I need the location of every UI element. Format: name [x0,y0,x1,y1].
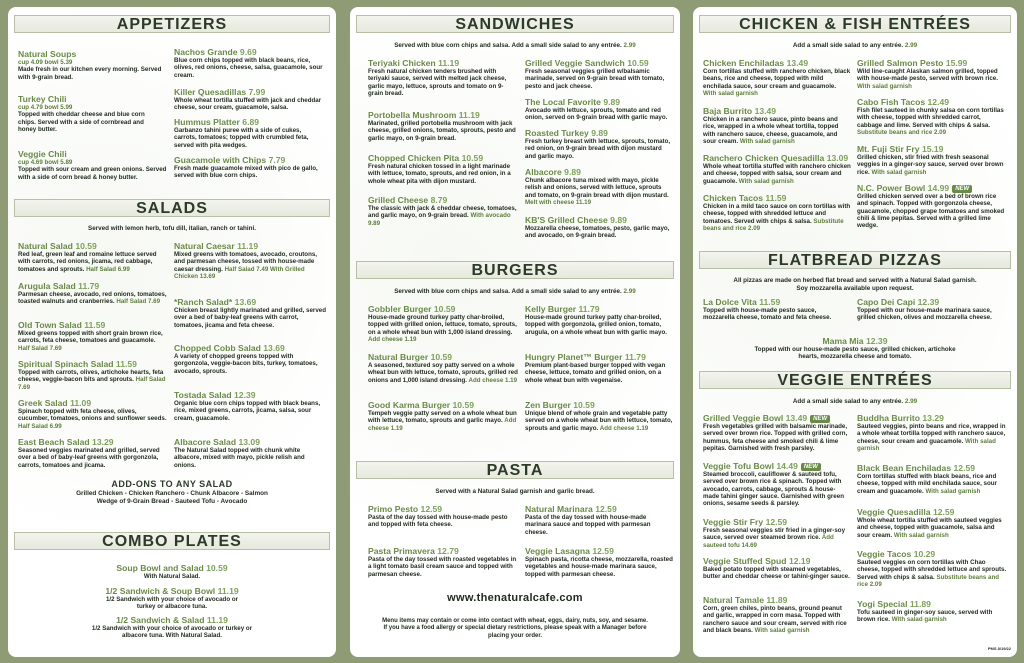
menu-item [525,215,673,240]
item-price: 15.19 [921,144,944,154]
item-price: 11.19 [458,110,480,120]
menu-item [368,58,518,97]
menu-item [368,195,518,227]
item-price: 10.59 [75,241,97,251]
item-name: Mama Mia [822,336,864,346]
menu-item [703,153,851,185]
item-name: East Beach Salad [18,437,90,447]
item-extra: Add cheese 1.19 [368,417,517,432]
item-price: 11.79 [624,352,646,362]
website-link[interactable]: www.thenaturalcafe.com [447,592,583,604]
item-price: 10.59 [461,153,484,163]
item-desc: Pasta of the day tossed with house-made pesto and topped with feta cheese. [368,514,508,529]
item-name: Portobella Mushroom [368,110,457,120]
menu-item [857,144,1007,176]
pizzas-heading: FLATBREAD PIZZAS [699,251,1011,269]
item-name: Black Bean Enchiladas [857,463,952,473]
veggie-note: Add a small side salad to any entrée. 2.99 [792,398,918,405]
item-price: 10.59 [206,563,228,573]
item-name: Veggie Lasagna [525,546,590,556]
menu-item [368,153,518,185]
addons-heading: ADD-ONS TO ANY SALAD [111,479,233,489]
item-desc: Fresh natural chicken tenders brushed with teriyaki sauce, served with melted jack cheese, garlic mayo, lettuce, sprouts and tomato on 9-grain bread. [368,68,507,97]
menu-item [174,47,324,79]
menu-item [83,615,261,640]
menu-item [857,297,1007,322]
item-name: Spiritual Spinach Salad [18,359,114,369]
item-name: Buddha Burrito [857,413,921,423]
chicken-fish-note: Add a small side salad to any entrée. 2.99 [792,42,918,49]
item-name: 1/2 Sandwich & Soup Bowl [105,586,216,596]
item-price: 12.39 [234,390,256,400]
new-badge: NEW [952,185,972,193]
menu-item [703,556,851,581]
menu-item [525,352,673,384]
item-desc: A seasoned, textured soy patty served on a whole wheat bun with lettuce, tomato, sprouts, grilled red onions and 1,000 island dressing. [368,362,518,384]
item-price: 13.49 [786,58,809,68]
item-price: 11.19 [206,615,228,625]
menu-item [18,281,168,306]
item-price: 13.69 [263,343,285,353]
item-desc: Mixed greens topped with short grain brown rice, carrots, feta cheese, tomatoes and guacamole. [18,330,163,345]
addons-line: Grilled Chicken - Chicken Ranchero - Chunk Albacore - Salmon [76,490,268,497]
menu-item [525,400,673,432]
item-price: 14.49 [776,461,798,471]
item-name: Veggie Stuffed Spud [703,556,787,566]
menu-item [857,549,1007,588]
half-salad-price: Half Salad 7.69 [116,298,161,306]
item-desc: House-made ground turkey patty char-broiled, topped with grilled onion, lettuce, tomato, sprouts, on a whole wheat bun with 1,000 island dressing. [368,314,517,336]
item-desc: Whole wheat tortilla stuffed with ranchero chicken and cheese, topped with salsa, sour cream and guacamole. [703,163,851,185]
item-name: Natural Caesar [174,241,235,251]
item-desc: Unique blend of whole grain and vegetable patty served on a whole wheat bun with lettuce, tomato, sprouts and garlic mayo. [525,410,673,432]
item-extra: Substitute beans and rice 2.09 [703,217,844,232]
menu-item [525,167,673,206]
item-price: 13.29 [922,413,944,423]
item-name: Hummus Platter [174,117,240,127]
menu-item [98,586,246,611]
item-name: Arugula Salad [18,281,76,291]
item-desc: Sauteed veggies, pinto beans and rice, wrapped in a whole wheat tortilla topped with ranchero sauce, cheese, sour cream and guacamole. [857,423,1006,445]
item-extra: With salad garnish [925,487,981,495]
item-price: 11.19 [237,241,259,251]
pasta-heading: PASTA [356,461,674,479]
item-desc: Mozzarella cheese, tomatoes, pesto, garlic mayo, and avocado, on 9-grain bread. [525,225,670,240]
menu-item [368,352,518,384]
item-name: Old Town Salad [18,320,82,330]
item-sizes: cup 4.79 bowl 5.99 [18,104,73,111]
item-desc: Baked potato topped with steamed vegetables, butter and cheddar cheese or tahini-ginger sauce. [703,566,850,581]
menu-panel-middle [350,7,680,657]
item-price: 13.29 [92,437,114,447]
item-name: Grilled Cheese [368,195,429,205]
item-price: 13.69 [234,297,257,307]
item-name: Gobbler Burger [368,304,432,314]
item-name: Roasted Turkey [525,128,589,138]
item-desc: House-made ground turkey patty char-broiled, topped with gorgonzola, grilled onion, tomato, arugula, on a whole wheat bun with garlic mayo. [525,314,667,336]
item-desc: Fresh turkey breast with lettuce, sprouts, tomato, red onion, on 9-grain bread with dijon mustard and garlic mayo. [525,138,671,160]
menu-item [18,49,163,81]
menu-panel-right [693,7,1017,657]
item-price: 11.79 [578,304,600,314]
item-price: 12.59 [932,507,955,517]
item-name: Turkey Chili [18,94,67,104]
item-name: Killer Quesadillas [174,87,247,97]
item-extra: Substitute beans and rice 2.09 [857,128,947,136]
item-name: Soup Bowl and Salad [116,563,204,573]
item-name: Good Karma Burger [368,400,451,410]
item-name: Veggie Tacos [857,549,912,559]
item-name: Grilled Salmon Pesto [857,58,944,68]
item-price: 11.89 [766,595,788,605]
item-price: 9.69 [239,47,257,57]
item-price: 12.59 [953,463,976,473]
item-extra: Add cheese 1.19 [468,376,518,384]
menu-item [18,398,168,430]
pizzas-note: All pizzas are made on herbed flat bread and served with a Natural Salad garnish. Soy mozzarella available upon request. [733,277,977,292]
menu-item [703,413,851,452]
menu-item [368,546,518,578]
menu-item [174,87,324,112]
item-desc: Grilled chicken served over a bed of brown rice and spinach. Topped with gorgonzola cheese, guacamole, chopped grape tomatoes and smoked chili & lime pepitas. Served with a grilled lime wedge. [857,193,1005,230]
new-badge: NEW [801,463,821,471]
item-desc: Chicken in a mild taco sauce on corn tortillas with cheese, topped with shredded lettuce and tomatoes. Served with chips & salsa. [703,203,851,225]
item-desc: Red leaf, green leaf and romaine lettuce served with carrots, red onions, jicama, red cabbage, tomatoes and sprouts. [18,251,157,273]
item-desc: Whole wheat tortilla stuffed with sauteed veggies and cheese, topped with guacamole, salsa and sour cream. [857,517,1002,539]
item-price: 9.89 [591,128,608,138]
menu-item [525,304,673,336]
menu-item [857,183,1007,229]
item-price: 9.89 [610,215,627,225]
menu-item [174,297,326,329]
combo-heading: COMBO PLATES [14,532,330,550]
item-extra: With avocado 9.89 [368,212,511,227]
item-price: 11.09 [70,398,92,408]
sandwiches-heading: SANDWICHES [356,15,674,33]
item-name: Pasta Primavera [368,546,435,556]
item-desc: Made fresh in our kitchen every morning. Served with 9-grain bread. [18,66,162,81]
item-price: 7.79 [268,155,286,165]
item-extra: With salad garnish [871,168,927,176]
item-price: 11.89 [909,599,931,609]
item-extra: With salad garnish [857,437,996,452]
menu-item [703,58,851,97]
item-price: 11.19 [217,586,239,596]
item-desc: The classic with jack & cheddar cheese, tomatoes, and garlic mayo, on 9-grain bread. [368,205,517,220]
item-desc: Corn tortillas stuffed with ranchero chicken, black beans, rice and cheese, topped with mild enchilada sauce, sour cream and guacamole. [703,68,851,90]
menu-item [18,359,168,391]
salads-heading: SALADS [14,199,330,217]
item-extra: Melt with cheese 11.19 [525,198,592,206]
item-price: 13.49 [754,106,777,116]
menu-item [18,94,163,133]
menu-item [703,193,851,232]
item-desc: A variety of chopped greens topped with gorgonzola, veggie-bacon bits, turkey, tomatoes, avocado, sprouts. [174,353,318,375]
item-name: Capo Dei Capi [857,297,916,307]
item-extra: With salad garnish [738,177,794,185]
item-desc: Whole wheat tortilla stuffed with jack and cheddar cheese, sour cream, guacamole, salsa. [174,97,322,112]
item-desc: Premium plant-based burger topped with vegan cheese, lettuce, tomato and grilled onion, on a whole wheat bun with vegenaise. [525,362,666,384]
menu-item [857,463,1007,495]
item-desc: Grilled chicken, stir fried with fresh seasonal veggies in a ginger-soy sauce, served over brown rice. [857,154,1004,176]
menu-item [174,117,324,149]
menu-item [703,595,851,634]
item-name: Natural Soups [18,49,77,59]
item-name: Mt. Fuji Stir Fry [857,144,920,154]
item-desc: Topped with cheddar cheese and blue corn chips. Served with a side of cornbread and honey butter. [18,111,145,133]
item-desc: Marinated, grilled portobella mushroom with jack cheese, grilled onions, tomato, sprouts, pesto and garlic mayo, on 9-grain bread. [368,120,516,142]
item-name: Grilled Veggie Sandwich [525,58,625,68]
item-price: 8.79 [430,195,448,205]
item-name: Chopped Chicken Pita [368,153,460,163]
item-desc: Mixed greens with tomatoes, avocado, croutons, and parmesan cheese, tossed with house-made caesar dressing. [174,251,318,273]
half-salad-price: Half Salad 7.49 With Grilled Chicken 13.69 [174,265,305,280]
half-salad-price: Half Salad 6.99 [18,422,62,430]
item-desc: Garbanzo tahini puree with a side of cukes, carrots, tomatoes; topped with crumbled feta, served with pita wedges. [174,127,309,149]
item-name: Grilled Veggie Bowl [703,413,784,423]
item-extra: With salad garnish [703,89,758,97]
item-desc: Pasta of the day tossed with house-made marinara sauce and topped with parmesan cheese. [525,514,651,536]
item-price: 7.99 [248,87,266,97]
menu-item [525,504,673,536]
half-salad-price: Half Salad 6.99 [86,265,130,273]
burgers-note: Served with blue corn chips and salsa. Add a small side salad to any entrée. 2.99 [394,288,636,295]
item-name: Albacore Salad [174,437,237,447]
item-price: 12.79 [437,546,459,556]
menu-item [368,304,518,343]
item-sizes: cup 4.09 bowl 5.39 [18,59,73,66]
item-price: 11.79 [78,281,100,291]
item-price: 13.49 [785,413,808,423]
item-name: Natural Burger [368,352,429,362]
item-desc: Topped with our house-made pesto sauce, grilled chicken, artichoke hearts, mozzarella cheese and tomato. [754,346,956,361]
half-salad-price: Half Salad 7.69 [18,344,62,352]
item-name: La Dolce Vita [703,297,757,307]
menu-item [174,241,326,280]
menu-item [857,413,1007,452]
item-desc: Corn, green chiles, pinto beans, ground peanut and garlic, wrapped in corn masa. Topped with ranchero sauce and sour cream, served with rice and black beans. [703,605,847,634]
item-price: 12.59 [592,546,614,556]
item-desc: Fresh seasonal veggies stir fried in a ginger-soy sauce, served over steamed brown rice. [703,527,846,542]
item-price: 10.59 [452,400,475,410]
item-desc: 1/2 Sandwich with your choice of avocado or turkey or albacore tuna. With Natural Salad. [91,625,253,640]
item-price: 10.59 [433,304,456,314]
menu-item [174,437,326,469]
item-name: Tostada Salad [174,390,232,400]
menu-item [703,461,851,507]
item-desc: Chicken in a ranchero sauce, pinto beans and rice, wrapped in a whole wheat tortilla, topped with ranchero sauce, cheese, guacamole, and sour cream. [703,116,839,145]
menu-item [753,336,957,361]
item-sizes: cup 4.69 bowl 5.89 [18,159,73,166]
item-name: Cabo Fish Tacos [857,97,926,107]
menu-item [857,97,1007,136]
pasta-note: Served with a Natural Salad garnish and garlic bread. [435,488,595,495]
item-desc: Seasoned veggies marinated and grilled, served over a bed of baby-leaf greens with gorgonzola, carrots, tomatoes and jicama. [18,447,160,469]
item-name: Kelly Burger [525,304,577,314]
menu-item [174,390,326,422]
item-price: 11.19 [438,58,460,68]
item-name: Natural Salad [18,241,73,251]
item-name: Primo Pesto [368,504,419,514]
menu-item [525,58,673,90]
item-desc: Fresh made guacamole mixed with pico de gallo, served with blue corn chips. [174,165,318,180]
item-price: 13.09 [238,437,260,447]
veggie-heading: VEGGIE ENTRÉES [699,371,1011,389]
menu-item [18,320,168,352]
item-desc: Tempeh veggie patty served on a whole wheat bun with lettuce, tomato, sprouts and garlic mayo. [368,410,517,425]
item-price: 6.89 [242,117,260,127]
item-extra: Add sauteed tofu 14.69 [703,534,834,549]
item-price: 9.89 [603,97,621,107]
item-price: 11.59 [84,320,106,330]
item-extra: With salad garnish [857,82,912,90]
menu-item [857,507,1007,539]
item-price: 13.09 [826,153,849,163]
item-desc: Tofu sauteed in ginger-soy sauce, served with brown rice. [857,609,993,624]
menu-item [525,97,673,122]
item-desc: Topped with sour cream and green onions. Served with a side of corn bread & honey butter. [18,166,167,181]
chicken-fish-heading: CHICKEN & FISH ENTRÉES [699,15,1011,33]
appetizers-heading: APPETIZERS [14,15,330,33]
item-desc: Fresh vegetables grilled with balsamic marinade, served over brown rice. Topped with grilled corn, hummus, feta cheese and smoked chili & lime pepitas. Garnished with fresh parsley. [703,423,848,452]
item-desc: The Natural Salad topped with chunk white albacore, mixed with mayo, pickle relish and onions. [174,447,305,469]
item-extra: Add cheese 1.19 [368,335,417,343]
item-price: 11.59 [115,359,137,369]
item-desc: Chunk albacore tuna mixed with mayo, pickle relish and onions, served with lettuce, sprouts and tomato, on 9-grain bread with dijon mustard. [525,177,669,199]
menu-item [18,149,168,181]
item-name: Albacore [525,167,562,177]
item-name: Ranchero Chicken Quesadilla [703,153,825,163]
item-price: 12.39 [917,297,940,307]
item-name: Guacamole with Chips [174,155,267,165]
item-desc: Parmesan cheese, avocado, red onions, tomatoes, toasted walnuts and cranberries. [18,291,167,306]
menu-item [368,400,518,432]
addons-line: Wedge of 9-Grain Bread - Sauteed Tofu - Avocado [96,498,248,505]
item-price: 10.59 [627,58,649,68]
item-price: 9.89 [564,167,581,177]
item-name: N.C. Power Bowl [857,183,926,193]
menu-item [703,106,851,145]
menu-item [18,437,168,469]
menu-item [368,110,518,142]
item-name: Veggie Tofu Bowl [703,461,774,471]
item-price: 12.59 [765,517,788,527]
item-name: *Ranch Salad* [174,297,233,307]
sandwiches-note: Served with blue corn chips and salsa. Add a small side salad to any entrée. 2.99 [394,42,636,49]
item-name: Chicken Enchiladas [703,58,785,68]
item-desc: Sauteed veggies on corn tortillas with Chao cheese, topped with shredded lettuce and sprouts. Served with chips & salsa. [857,559,1007,581]
item-desc: With Natural Salad. [143,573,201,580]
item-name: Teriyaki Chicken [368,58,436,68]
menu-item [16,563,328,580]
item-price: 10.29 [913,549,936,559]
item-desc: Blue corn chips topped with black beans, rice, olives, red onions, cheese, salsa, guacamole, sour cream. [174,57,323,79]
item-price: 12.49 [927,97,950,107]
item-desc: Spinach topped with feta cheese, olives, cucumber, tomatoes, onions and sunflower seeds. [18,408,167,423]
item-price: 12.19 [788,556,811,566]
item-desc: Topped with house-made pesto sauce, mozzarella cheese, tomato and feta cheese. [703,307,832,322]
menu-panel-left [8,7,336,657]
item-desc: Pasta of the day tossed with roasted vegetables in a light tomato basil cream sauce and topped with parmesan cheese. [368,556,517,578]
item-desc: Steamed broccoli, cauliflower & sauteed tofu, served over brown rice & spinach. Topped with avocado, carrots, cabbage, sprouts & house-made tahini ginger sauce. Garnished with green onions, sesame seeds & parsley. [703,471,844,508]
item-name: Natural Tamale [703,595,764,605]
menu-item [857,58,1007,90]
item-extra: With salad garnish [739,137,795,145]
item-price: 15.99 [945,58,968,68]
item-desc: Fish filet sauteed in chunky salsa on corn tortillas with cheese, topped with shredded carrot, cabbage and lime. Served with chips & salsa. [857,107,1004,129]
menu-item [18,241,168,273]
item-desc: Wild line-caught Alaskan salmon grilled, topped with house-made pesto, served with brown rice. [857,68,998,83]
menu-item [368,504,518,529]
item-name: Greek Salad [18,398,68,408]
item-extra: With salad garnish [891,616,947,624]
item-name: Veggie Stir Fry [703,517,764,527]
item-desc: Chicken breast lightly marinated and grilled, served over a bed of baby-leaf greens with carrot, tomatoes, jicama and feta cheese. [174,307,326,329]
item-name: Baja Burrito [703,106,753,116]
salads-note: Served with lemon herb, tofu dill, italian, ranch or tahini. [88,225,256,232]
menu-item [525,546,673,578]
item-name: Chicken Tacos [703,193,764,203]
item-price: 11.59 [759,297,781,307]
item-desc: Topped with our house-made marinara sauce, grilled chicken, olives and mozzarella cheese. [857,307,992,322]
item-desc: 1/2 Sandwich with your choice of avocado or turkey or albacore tuna. [105,596,239,611]
burgers-heading: BURGERS [356,261,674,279]
item-name: Chopped Cobb Salad [174,343,261,353]
item-name: Veggie Quesadilla [857,507,931,517]
item-name: Yogi Special [857,599,908,609]
item-name: Nachos Grande [174,47,238,57]
item-extra: With salad garnish [754,626,810,634]
item-desc: Organic blue corn chips topped with black beans, rice, mixed greens, carrots, jicama, salsa, sour cream, guacamole. [174,400,321,422]
item-desc: Avocado with lettuce, sprouts, tomato and red onion, served on 9-grain bread with garlic mayo. [525,107,668,122]
item-name: The Local Favorite [525,97,601,107]
item-price: 12.59 [595,504,617,514]
item-name: Hungry Planet™ Burger [525,352,623,362]
menu-item [857,599,1007,624]
allergy-disclaimer: Menu items may contain or come into contact with wheat, eggs, dairy, nuts, soy, and sesame. If you have a food allergy or special dietary restrictions, please speak with a Manager before placing your order. [382,618,648,639]
half-salad-price: Half Salad 7.69 [18,376,166,391]
item-price: 10.59 [430,352,453,362]
item-name: Zen Burger [525,400,571,410]
menu-item [703,517,851,549]
item-extra: Substitute beans and rice 2.09 [857,573,1000,588]
item-extra: Add cheese 1.19 [599,424,649,432]
item-name: Natural Marinara [525,504,593,514]
item-price: 12.39 [865,336,888,346]
menu-item [174,343,326,375]
item-desc: Topped with carrots, olives, artichoke hearts, feta cheese, veggie-bacon bits and sprouts. [18,369,164,384]
menu-item [703,297,843,322]
item-name: KB'S Grilled Cheese [525,215,608,225]
item-price: 12.59 [420,504,443,514]
item-extra: With salad garnish [893,531,949,539]
menu-item [174,155,324,180]
item-desc: Corn tortillas stuffed with black beans, rice and cheese, topped with mild enchilada sauce, sour cream and guacamole. [857,473,997,495]
item-price: 14.99 [927,183,950,193]
new-badge: NEW [810,415,830,423]
menu-item [525,128,673,160]
item-desc: Spinach pasta, ricotta cheese, mozzarella, roasted vegetables and house-made marinara sauce, topped with parmesan cheese. [525,556,673,578]
item-price: 10.59 [573,400,595,410]
item-desc: Fresh seasonal veggies grilled w/balsamic marinade, served on 9-grain bread with tomato, pesto and jack cheese. [525,68,665,90]
item-name: 1/2 Sandwich & Salad [116,615,205,625]
item-desc: Fresh natural chicken tossed in a light marinade with lettuce, tomato, sprouts, and red onion, in a whole wheat pita with dijon mustard. [368,163,511,185]
item-name: Veggie Chili [18,149,67,159]
print-code: PMS 8/19/22 [987,646,1011,651]
item-price: 11.59 [765,193,787,203]
